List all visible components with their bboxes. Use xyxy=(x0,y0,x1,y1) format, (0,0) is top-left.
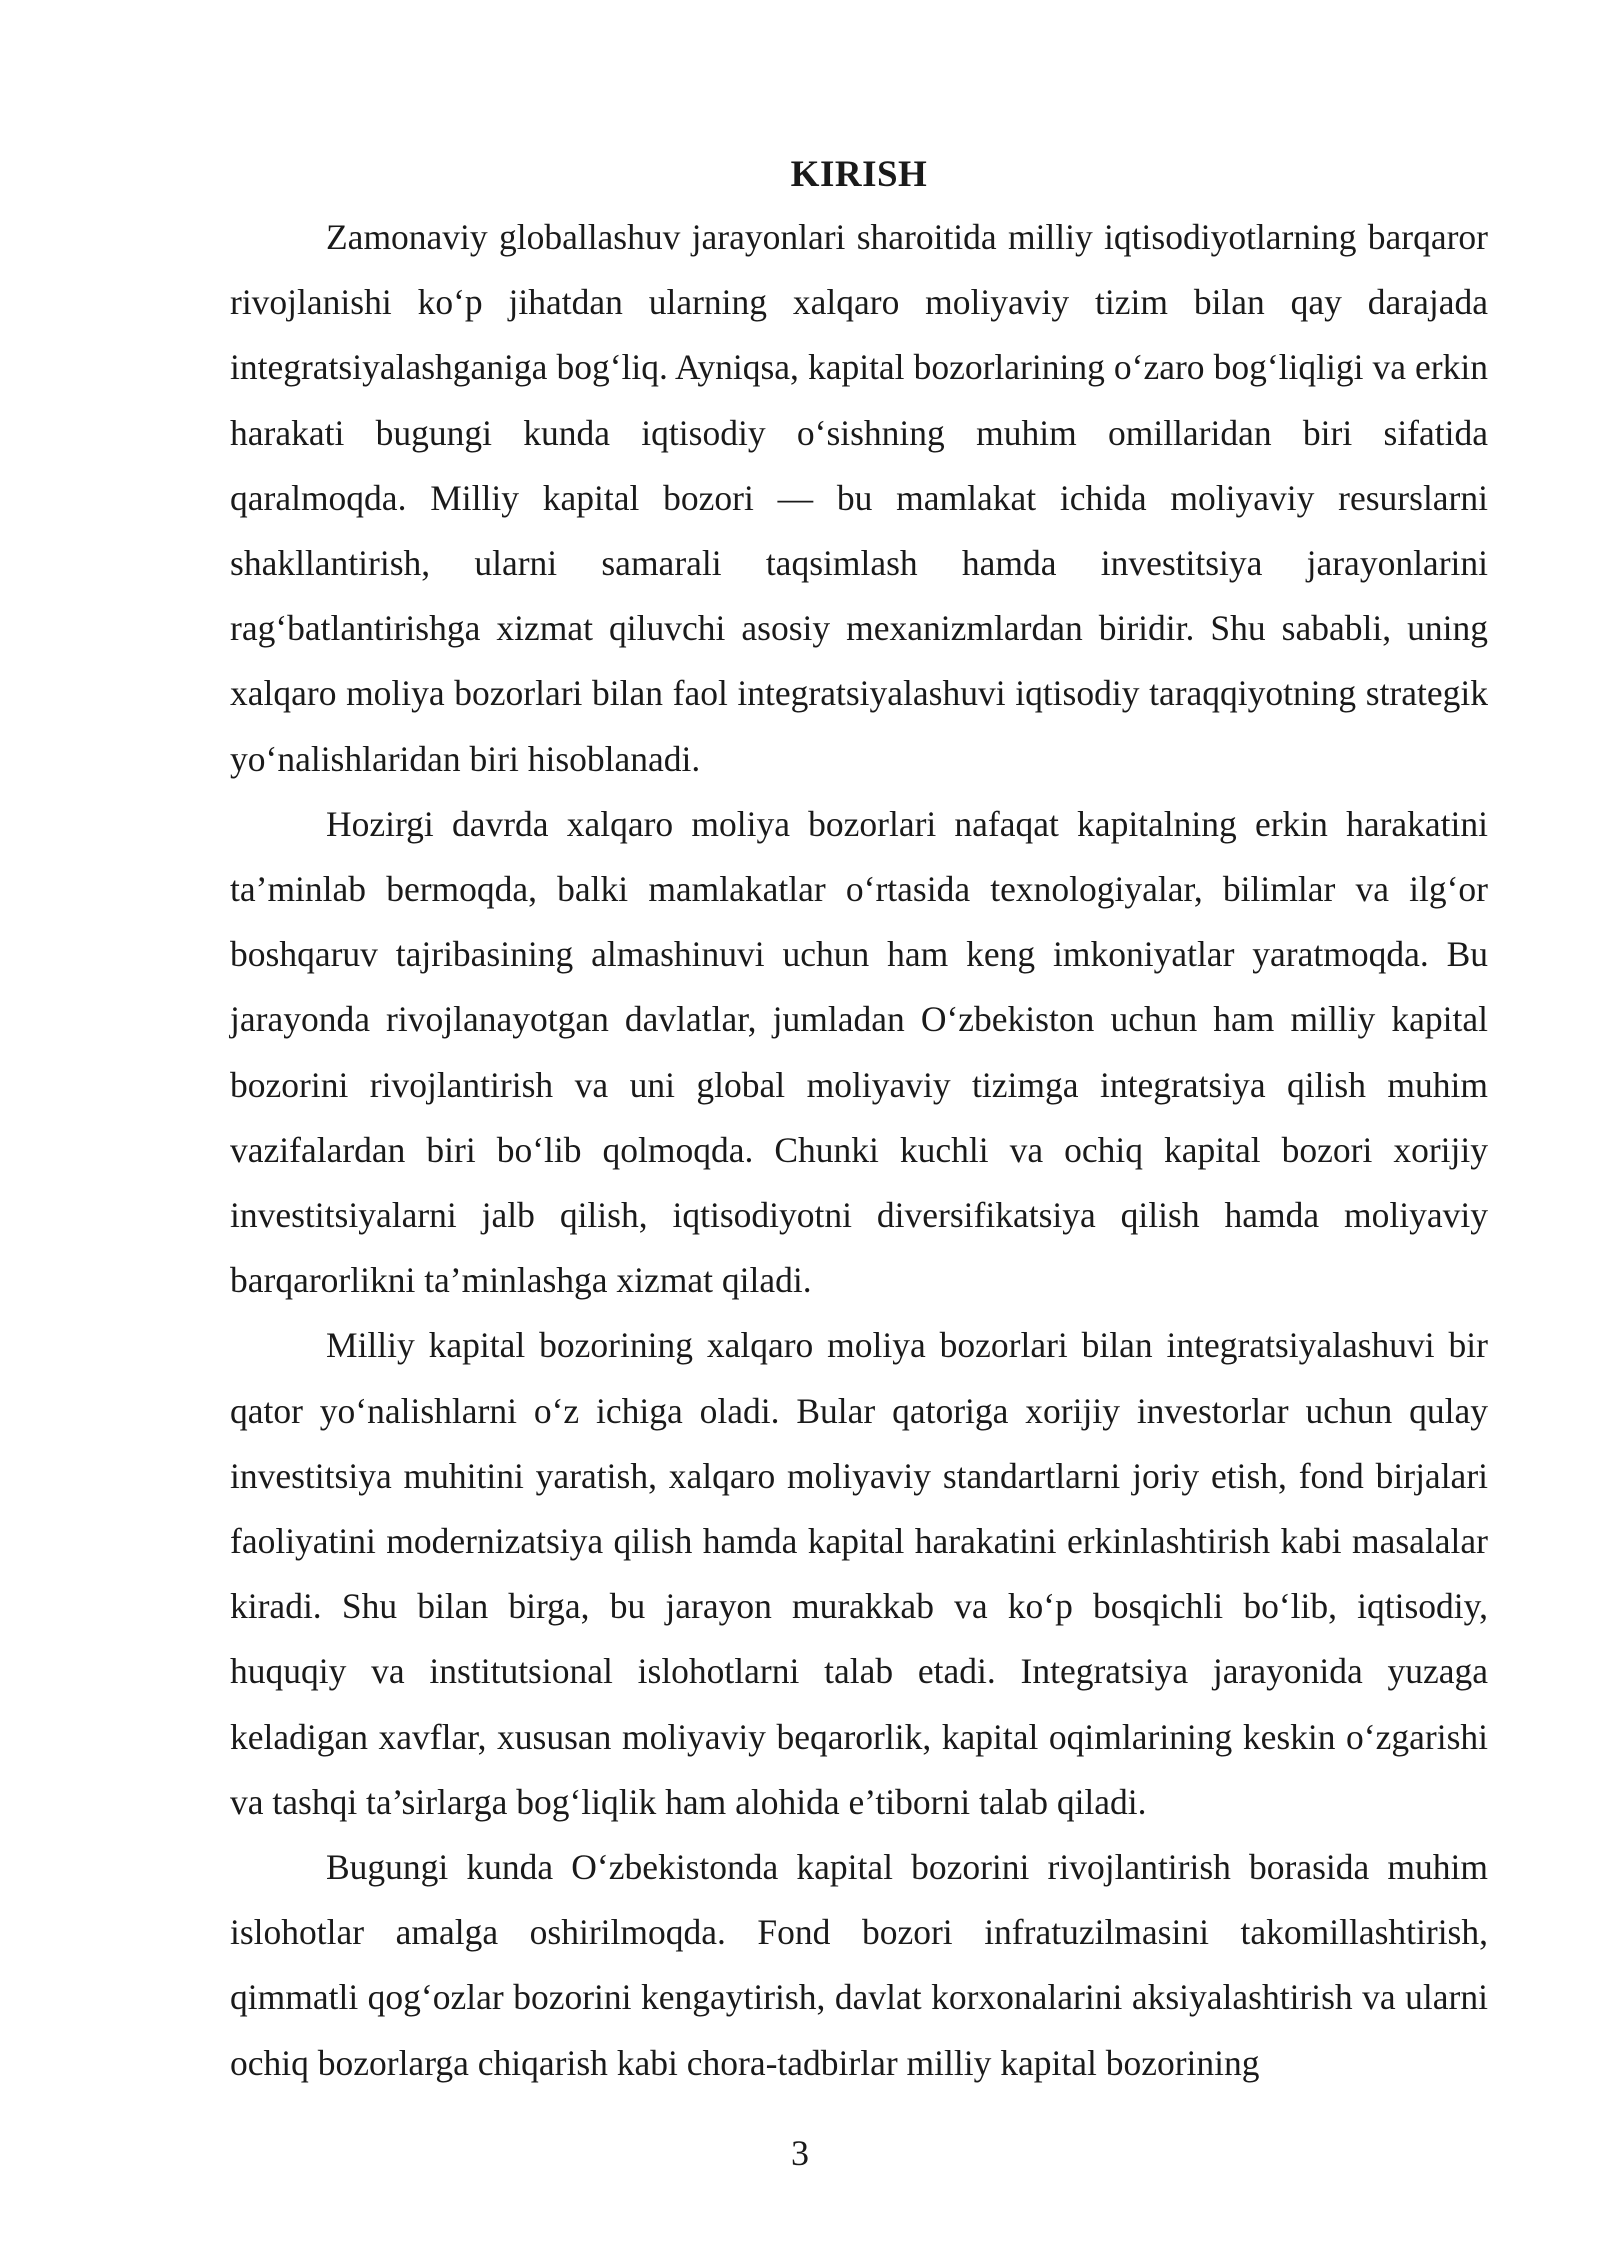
body-paragraph-1: Zamonaviy globallashuv jarayonlari sharoitida milliy iqtisodiyotlarning barqaror rivojlanishi ko‘p jihatdan ularning xalqaro moliyaviy tizim bilan qay darajada integratsiyalashganiga bog‘liq. Ayniqsa, kapital bozorlarining o‘zaro bog‘liqligi va erkin harakati bugungi kunda iqtisodiy o‘sishning muhim omillaridan biri sifatida qaralmoqda. Milliy kapital bozori — bu mamlakat ichida moliyaviy resurslarni shakllantirish, ularni samarali taqsimlash hamda investitsiya jarayonlarini rag‘batlantirishga xizmat qiluvchi asosiy mexanizmlardan biridir. Shu sababli, uning xalqaro moliya bozorlari bilan faol integratsiyalashuvi iqtisodiy taraqqiyotning strategik yo‘nalishlaridan biri hisoblanadi. xyxy=(230,217,1488,779)
section-heading: KIRISH xyxy=(790,154,928,195)
body-paragraph-4: Bugungi kunda O‘zbekistonda kapital bozorini rivojlantirish borasida muhim islohotlar amalga oshirilmoqda. Fond bozori infratuzilmasini takomillashtirish, qimmatli qog‘ozlar bozorini kengaytirish, davlat korxonalarini aksiyalashtirish va ularni ochiq bozorlarga chiqarish kabi chora-tadbirlar milliy kapital bozorining xyxy=(230,1847,1488,2083)
page-content xyxy=(230,145,1488,2096)
body-paragraph-2: Hozirgi davrda xalqaro moliya bozorlari nafaqat kapitalning erkin harakatini ta’minlab bermoqda, balki mamlakatlar o‘rtasida texnologiyalar, bilimlar va ilg‘or boshqaruv tajribasining almashinuvi uchun ham keng imkoniyatlar yaratmoqda. Bu jarayonda rivojlanayotgan davlatlar, jumladan O‘zbekiston uchun ham milliy kapital bozorini rivojlantirish va uni global moliyaviy tizimga integratsiya qilish muhim vazifalardan biri bo‘lib qolmoqda. Chunki kuchli va ochiq kapital bozori xorijiy investitsiyalarni jalb qilish, iqtisodiyotni diversifikatsiya qilish hamda moliyaviy barqarorlikni ta’minlashga xizmat qiladi. xyxy=(230,803,1488,1301)
body-paragraph-3: Milliy kapital bozorining xalqaro moliya bozorlari bilan integratsiyalashuvi bir qator yo‘nalishlarni o‘z ichiga oladi. Bular qatoriga xorijiy investorlar uchun qulay investitsiya muhitini yaratish, xalqaro moliyaviy standartlarni joriy etish, fond birjalari faoliyatini modernizatsiya qilish hamda kapital harakatini erkinlashtirish kabi masalalar kiradi. Shu bilan birga, bu jarayon murakkab va ko‘p bosqichli bo‘lib, iqtisodiy, huquqiy va institutsional islohotlarni talab etadi. Integratsiya jarayonida yuzaga keladigan xavflar, xususan moliyaviy beqarorlik, kapital oqimlarining keskin o‘zgarishi va tashqi ta’sirlarga bog‘liqlik ham alohida e’tiborni talab qiladi. xyxy=(230,1325,1488,1822)
page-number: 3 xyxy=(791,2133,809,2173)
